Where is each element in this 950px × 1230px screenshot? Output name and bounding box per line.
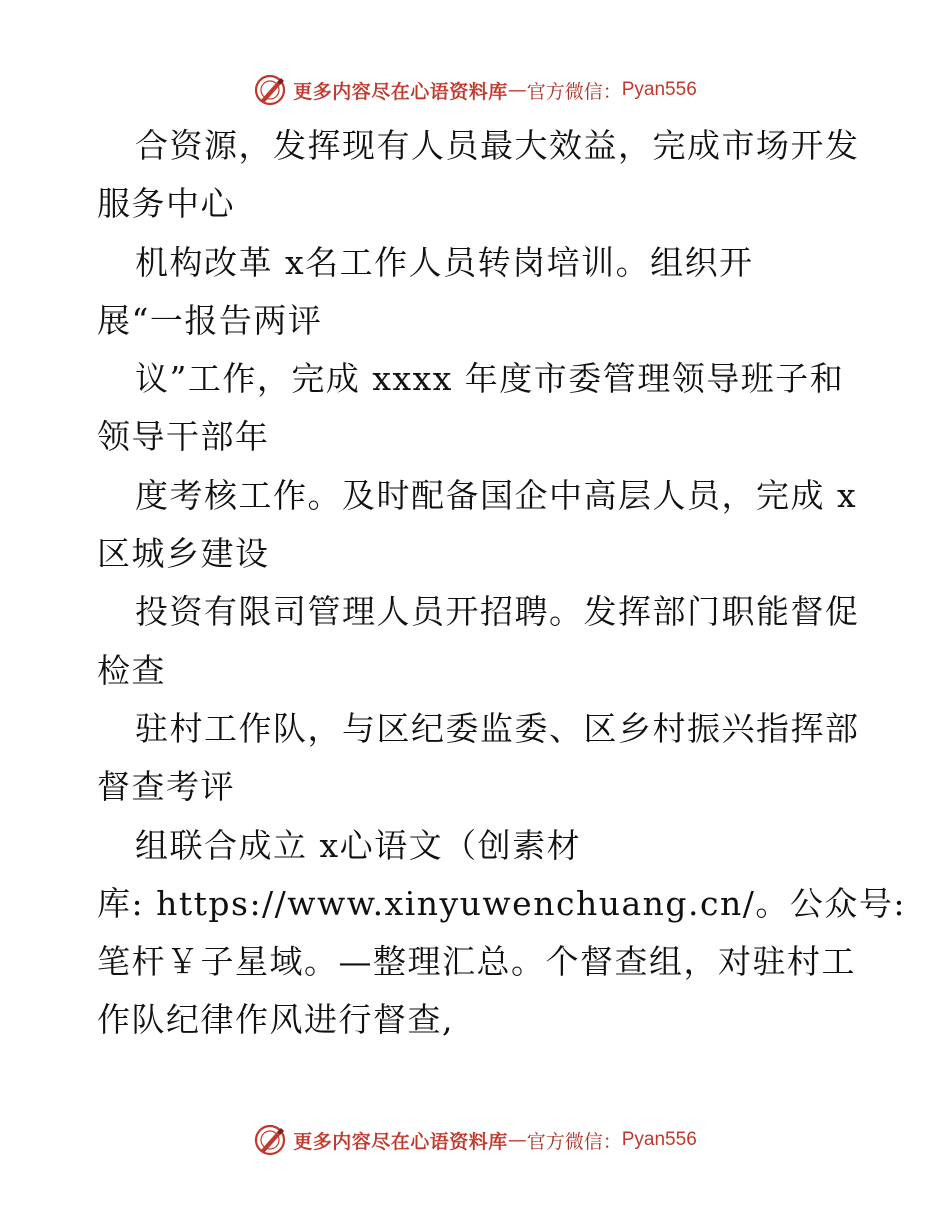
banner-wechat-id: Pyan556 [621,1129,697,1150]
body-line: 领导干部年 [97,417,270,456]
banner-wechat-id: Pyan556 [621,79,697,100]
pen-logo-icon [253,1123,287,1157]
footer-watermark-banner [0,1120,950,1160]
body-line: 驻村工作队，与区纪委监委、区乡村振兴指挥部 [135,709,860,748]
banner-wechat-label: 官方微信： [526,80,622,103]
banner-dash: — [507,79,527,101]
body-line: 展“一报告两评 [97,301,323,340]
body-line: 检查 [97,651,166,690]
body-line: 合资源，发挥现有人员最大效益，完成市场开发 [135,126,860,165]
banner-brand-text: 更多内容尽在心语资料库 [293,1130,508,1153]
body-line: 投资有限司管理人员开招聘。发挥部门职能督促 [135,592,860,631]
body-line: 机构改革 x名工作人员转岗培训。组织开 [135,243,754,282]
body-line: 作队纪律作风进行督查, [97,1000,454,1039]
body-line: 议”工作，完成 xxxx 年度市委管理领导班子和 [135,359,845,398]
body-line: 区城乡建设 [97,534,270,573]
banner-dash: — [507,1129,527,1151]
body-line: 服务中心 [97,184,235,223]
body-line: 督查考评 [97,767,235,806]
banner-wechat-label: 官方微信： [526,1130,622,1153]
pen-logo-icon [253,73,287,107]
body-line: 组联合成立 x心语文（创素材 [135,826,582,865]
header-watermark-banner [0,70,950,110]
body-line: 笔杆￥子星域。—整理汇总。个督查组，对驻村工 [97,942,856,981]
body-line: 库: https://www.xinyuwenchuang.cn/。公众号: [97,884,906,923]
body-line: 度考核工作。及时配备国企中高层人员，完成 x [135,476,858,515]
banner-brand-text: 更多内容尽在心语资料库 [293,80,508,103]
